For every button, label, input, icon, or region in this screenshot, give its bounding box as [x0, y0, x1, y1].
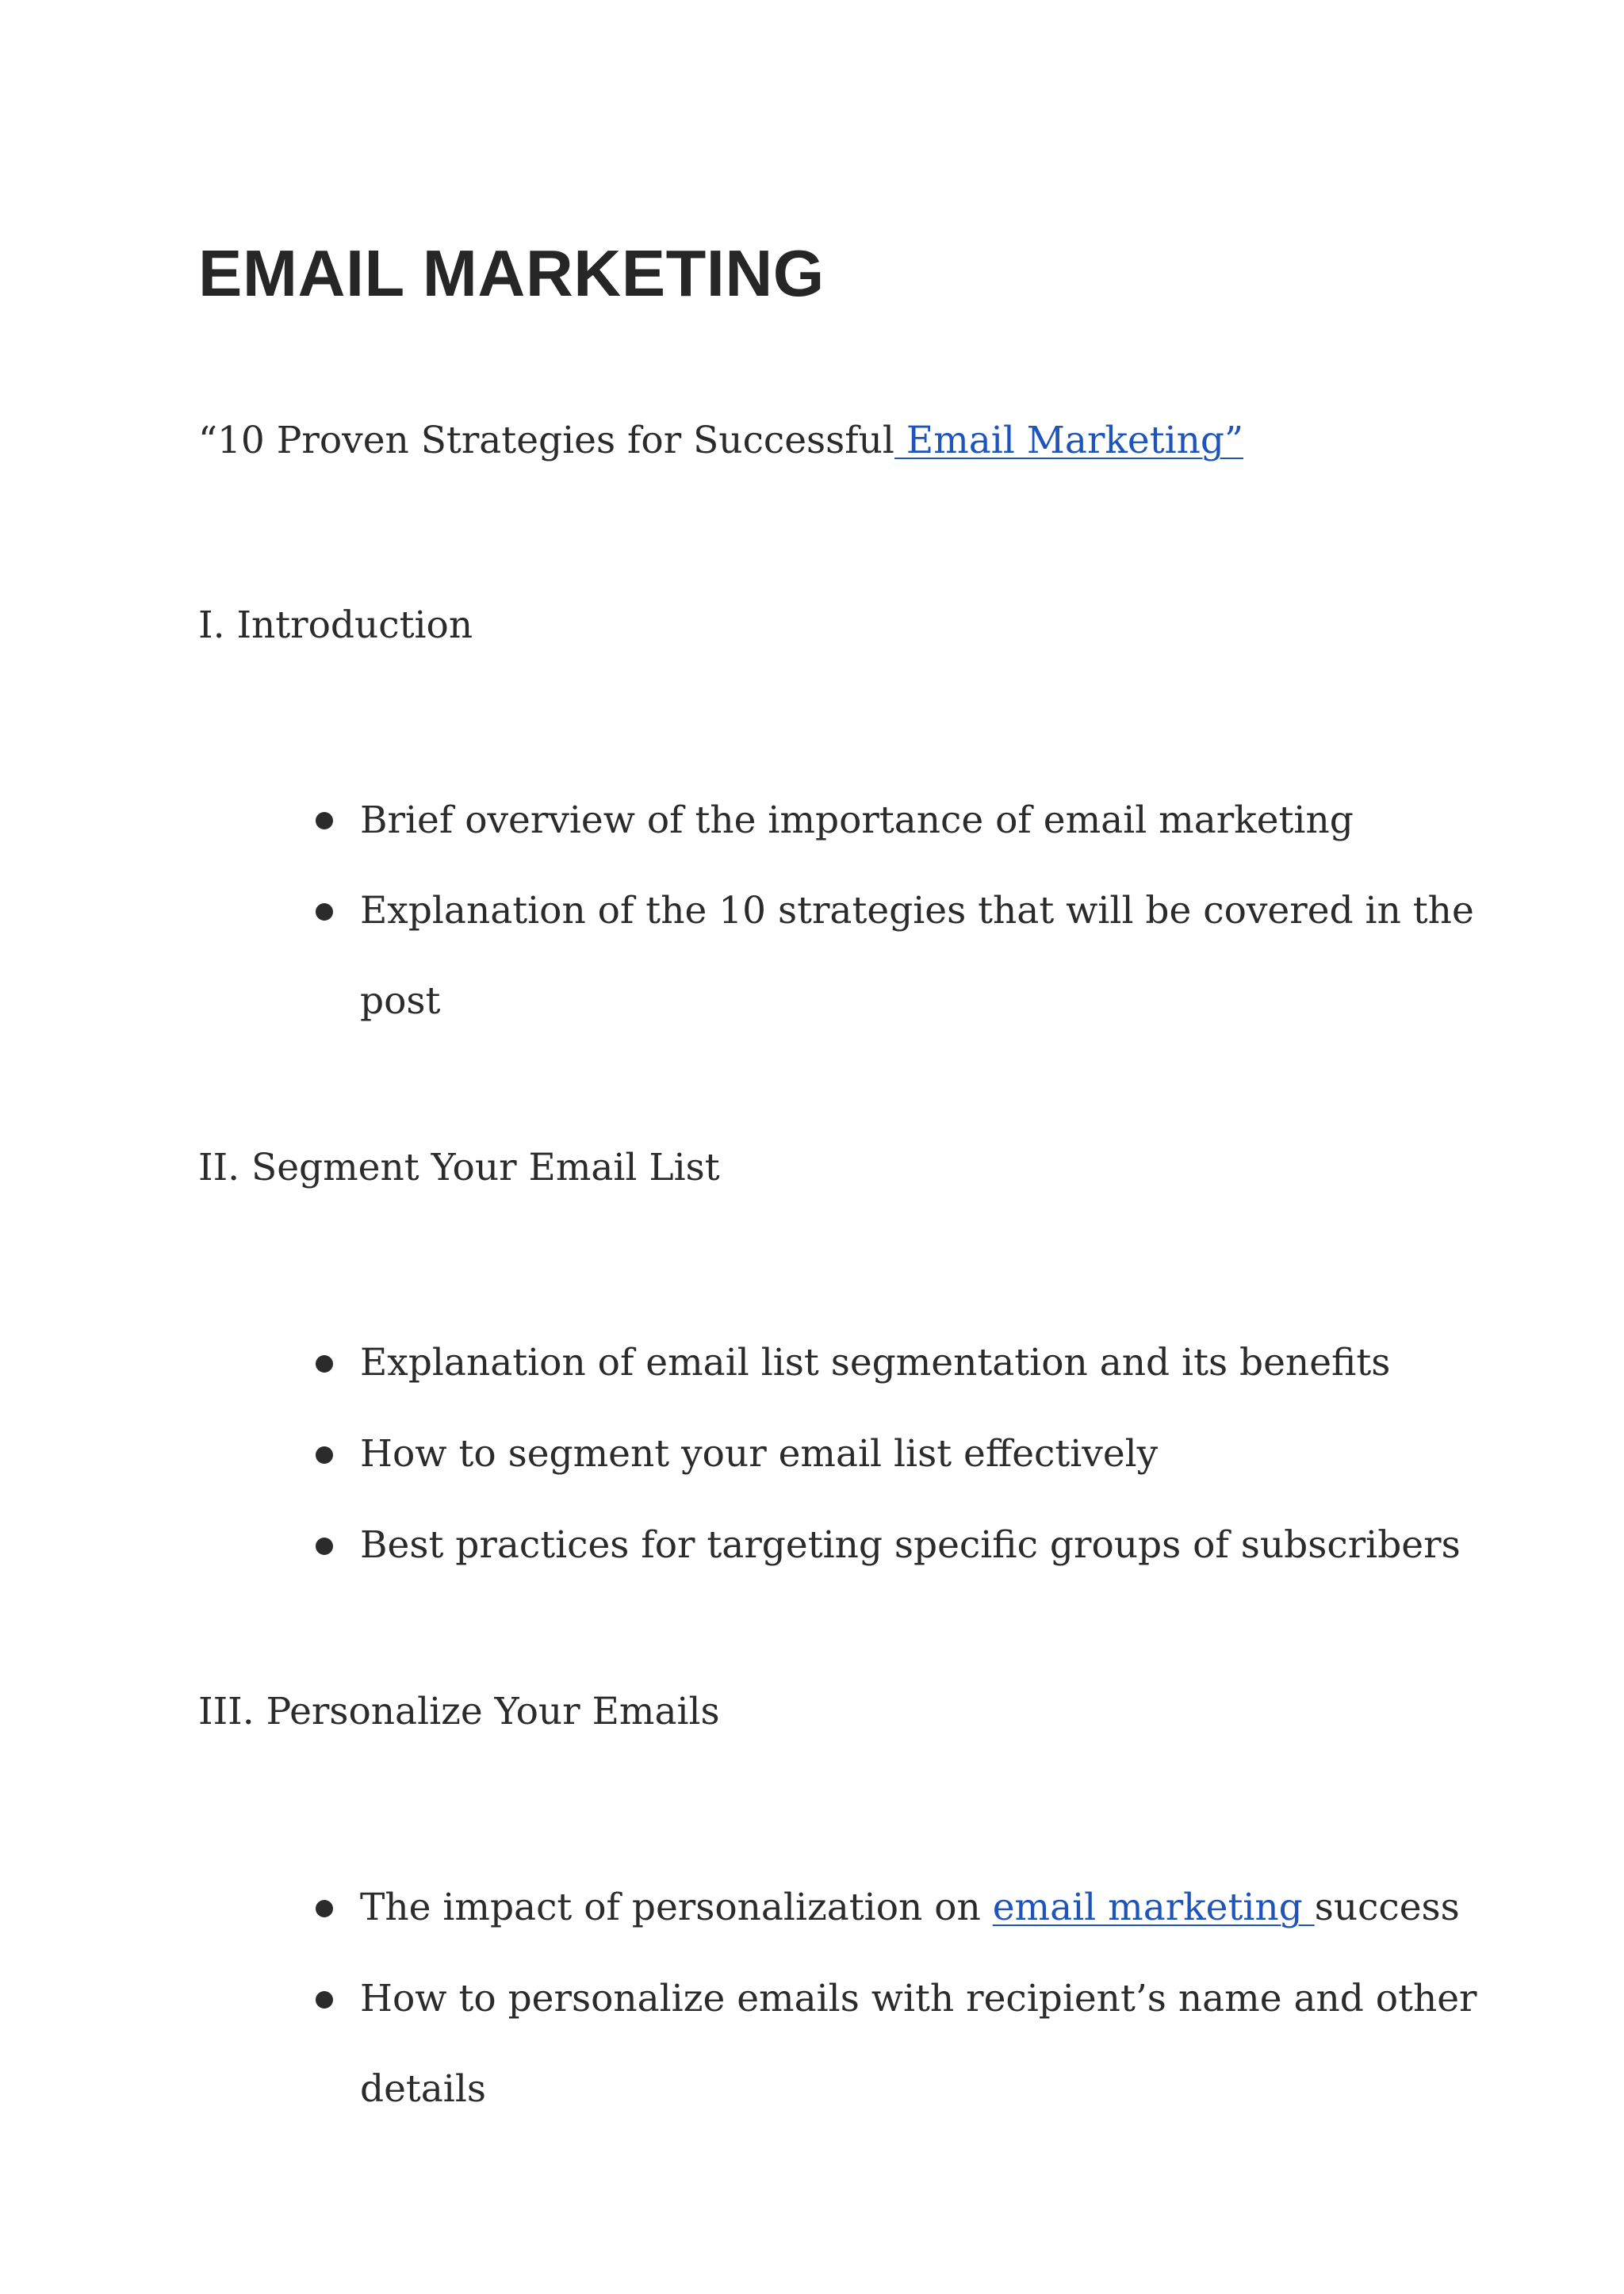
subtitle-email-marketing-link[interactable]: Email Marketing”	[894, 419, 1244, 462]
email-marketing-link[interactable]: email marketing	[992, 1886, 1315, 1929]
document-subtitle	[198, 417, 1243, 465]
list-item: How to personalize emails with recipient’s name and other	[360, 1977, 1477, 2020]
list-item: How to segment your email list effectively	[360, 1432, 1159, 1476]
list-item-continuation: post	[360, 979, 441, 1023]
bullet-dot	[316, 1538, 333, 1555]
bullet-dot	[316, 1446, 333, 1464]
bullet-dot	[316, 1991, 333, 2009]
list-item: Brief overview of the importance of email marketing	[360, 798, 1354, 842]
bullet-dot	[316, 1355, 333, 1373]
list-item	[360, 1863, 1460, 1953]
section-heading-segment-email-list: II. Segment Your Email List	[198, 1146, 720, 1189]
list-item: Best practices for targeting specific groups of subscribers	[360, 1523, 1461, 1567]
list-item: Explanation of email list segmentation and its benefits	[360, 1341, 1391, 1384]
list-item-continuation: details	[360, 2067, 486, 2111]
bullet-dot	[316, 903, 333, 921]
section-heading-personalize-emails: III. Personalize Your Emails	[198, 1690, 720, 1733]
bullet-dot	[316, 812, 333, 829]
subtitle-text: “10 Proven Strategies for Successful	[198, 419, 894, 462]
list-item-text: success	[1314, 1886, 1460, 1929]
section-heading-introduction: I. Introduction	[198, 603, 473, 647]
bullet-dot	[316, 1900, 333, 1917]
list-item-text: The impact of personalization on	[360, 1886, 993, 1929]
document-title: EMAIL MARKETING	[198, 236, 825, 310]
list-item: Explanation of the 10 strategies that will be covered in the	[360, 889, 1474, 933]
